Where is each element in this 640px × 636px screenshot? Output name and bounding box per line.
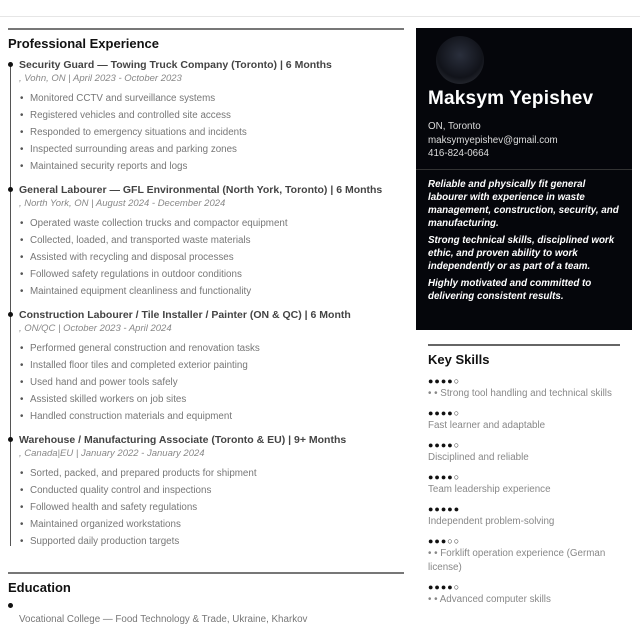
experience-section [8, 28, 404, 559]
summary-paragraph: Highly motivated and committed to delivering consistent results. [428, 277, 592, 302]
skill-label: Team leadership experience [428, 484, 551, 495]
bullet-item: • Followed safety regulations in outdoor conditions [19, 266, 404, 283]
job-subtitle: , Vohn, ON | April 2023 - October 2023 [19, 73, 182, 84]
job-subtitle: , ON/QC | October 2023 - April 2024 [19, 323, 172, 334]
profile-panel [416, 28, 632, 330]
profile-name: Maksym Yepishev [428, 88, 594, 109]
key-skills-section [428, 344, 620, 613]
job-subtitle: , North York, ON | August 2024 - December 2024 [19, 198, 226, 209]
education-section [8, 572, 404, 625]
job-title: Warehouse / Manufacturing Associate (Toronto & EU) | 9+ Months [19, 434, 347, 446]
section-title: Education [8, 580, 71, 595]
divider [416, 169, 632, 170]
skill-label: • • Forklift operation experience (German license) [428, 548, 606, 573]
skill-rating: ●●●○○ [428, 536, 461, 546]
timeline-dot [8, 603, 13, 608]
experience-timeline [8, 59, 404, 550]
section-title: Professional Experience [8, 36, 160, 51]
bullet-item: • Performed general construction and renovation tasks [19, 340, 404, 357]
section-rule [8, 572, 404, 574]
contact-info [428, 120, 620, 161]
bullet-item: • Used hand and power tools safely [19, 374, 404, 391]
bullet-item: • Responded to emergency situations and incidents [19, 124, 404, 141]
phone[interactable]: 416-824-0664 [428, 148, 490, 159]
bullet-item: • Maintained equipment cleanliness and functionality [19, 283, 404, 300]
location: ON, Toronto [428, 121, 481, 132]
skill-label: Fast learner and adaptable [428, 420, 546, 431]
avatar [436, 36, 484, 84]
skill-item [428, 535, 620, 575]
bullet-item: • Registered vehicles and controlled site access [19, 107, 404, 124]
timeline-dot [8, 437, 13, 442]
job-entry [19, 184, 404, 300]
job-bullets [19, 215, 404, 300]
job-title: General Labourer — GFL Environmental (North York, Toronto) | 6 Months [19, 184, 383, 196]
bullet-item: • Assisted skilled workers on job sites [19, 391, 404, 408]
skill-rating: ●●●●● [428, 504, 461, 514]
summary-paragraph: Strong technical skills, disciplined work ethic, and proven ability to work independently or as part of a team. [428, 234, 615, 272]
timeline-dot [8, 62, 13, 67]
job-title: Construction Labourer / Tile Installer / Painter (ON & QC) | 6 Month [19, 309, 351, 321]
bullet-item: • Inspected surrounding areas and parking zones [19, 141, 404, 158]
skill-item [428, 471, 620, 497]
summary [428, 178, 620, 303]
skill-rating: ●●●●○ [428, 440, 461, 450]
email[interactable]: maksymyepishev@gmail.com [428, 134, 558, 146]
bullet-item: • Installed floor tiles and completed exterior painting [19, 357, 404, 374]
timeline-dot [8, 312, 13, 317]
job-bullets [19, 90, 404, 175]
section-title: Key Skills [428, 352, 490, 367]
skill-list [428, 375, 620, 607]
skill-label: • • Strong tool handling and technical skills [428, 388, 612, 399]
skill-label: Independent problem-solving [428, 516, 555, 527]
section-rule [428, 344, 620, 346]
top-divider [0, 16, 640, 17]
skill-item [428, 407, 620, 433]
job-bullets [19, 465, 404, 550]
section-rule [8, 28, 404, 30]
job-title: Security Guard — Towing Truck Company (Toronto) | 6 Months [19, 59, 332, 71]
job-bullets [19, 340, 404, 425]
summary-paragraph: Reliable and physically fit general labourer with experience in waste management, construction, security, and manufacturing. [428, 178, 619, 229]
education-item: Vocational College — Food Technology & Trade, Ukraine, Kharkov [19, 614, 308, 625]
bullet-item: • Monitored CCTV and surveillance systems [19, 90, 404, 107]
bullet-item: • Conducted quality control and inspections [19, 482, 404, 499]
skill-item [428, 503, 620, 529]
skill-item [428, 375, 620, 401]
bullet-item: • Supported daily production targets [19, 533, 404, 550]
bullet-item: • Assisted with recycling and disposal processes [19, 249, 404, 266]
job-entry [19, 434, 404, 550]
skill-label: Disciplined and reliable [428, 452, 529, 463]
job-entry [19, 309, 404, 425]
bullet-item: • Followed health and safety regulations [19, 499, 404, 516]
job-subtitle: , Canada|EU | January 2022 - January 2024 [19, 448, 205, 459]
bullet-item: • Collected, loaded, and transported waste materials [19, 232, 404, 249]
bullet-item: • Maintained organized workstations [19, 516, 404, 533]
skill-item [428, 581, 620, 607]
skill-item [428, 439, 620, 465]
bullet-item: • Maintained security reports and logs [19, 158, 404, 175]
job-entry [19, 59, 404, 175]
bullet-item: • Handled construction materials and equipment [19, 408, 404, 425]
skill-rating: ●●●●○ [428, 376, 461, 386]
skill-rating: ●●●●○ [428, 408, 461, 418]
bullet-item: • Operated waste collection trucks and compactor equipment [19, 215, 404, 232]
timeline-dot [8, 187, 13, 192]
skill-rating: ●●●●○ [428, 582, 461, 592]
skill-rating: ●●●●○ [428, 472, 461, 482]
bullet-item: • Sorted, packed, and prepared products for shipment [19, 465, 404, 482]
skill-label: • • Advanced computer skills [428, 594, 551, 605]
